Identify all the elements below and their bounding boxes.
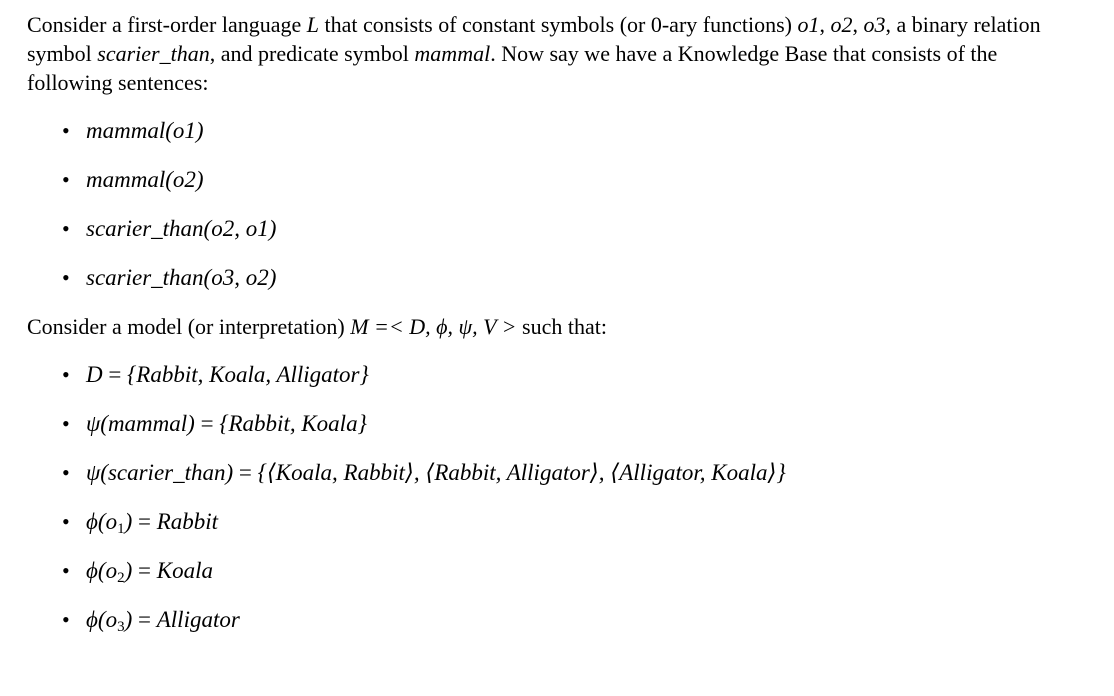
model-item-phi-o1: [0, 507, 1100, 556]
lhs: ψ(scarier_than): [86, 460, 234, 485]
kb-sentence: [0, 116, 1100, 165]
language-symbol: L: [306, 12, 320, 37]
bullet: •: [62, 558, 70, 583]
model-item-phi-o2: [0, 556, 1100, 605]
bullet: •: [62, 509, 70, 534]
model-item-psi-mammal: [0, 409, 1100, 458]
subscript: 3: [117, 619, 125, 635]
model-item-psi-scarier: [0, 458, 1100, 507]
equals: =: [194, 411, 220, 436]
relation-symbol: scarier_than: [97, 41, 210, 66]
equals: =: [132, 509, 157, 534]
model-item-text: [86, 556, 213, 586]
model-item-text: [86, 507, 218, 537]
kb-sentence-text: mammal(o2): [86, 167, 204, 192]
function: ϕ(o: [86, 509, 118, 534]
subscript: 2: [117, 570, 125, 586]
intro-text: Consider a first-order language: [27, 12, 307, 37]
model-item-text: [86, 360, 369, 390]
rhs: {⟨Koala, Rabbit⟩, ⟨Rabbit, Alligator⟩, ⟨Alligator, Koala⟩}: [257, 460, 786, 485]
equals: =: [233, 460, 258, 485]
model-item-text: [86, 458, 786, 488]
paren: ): [124, 509, 133, 534]
model-item-text: [86, 409, 367, 439]
kb-sentence-text: scarier_than(o2, o1): [86, 216, 277, 241]
comma: ,: [819, 12, 831, 37]
intro-text: , and predicate symbol: [209, 41, 415, 66]
paren: ): [124, 607, 133, 632]
comma: ,: [852, 12, 864, 37]
kb-sentence: [0, 263, 1100, 312]
equals: =: [102, 362, 128, 387]
paren: ): [124, 558, 133, 583]
kb-sentence: [0, 214, 1100, 263]
rhs: {Rabbit, Koala}: [219, 411, 367, 436]
bullet: •: [62, 411, 70, 436]
knowledge-base-list: [0, 116, 1100, 312]
intro-text: , a binary relation symbol: [27, 12, 1041, 66]
model-intro-text: such that:: [516, 314, 607, 339]
bullet: •: [62, 607, 70, 632]
kb-sentence: [0, 165, 1100, 214]
lhs: D: [86, 362, 103, 387]
constant-o3: o3: [863, 12, 886, 37]
lhs: ψ(mammal): [86, 411, 195, 436]
rhs: Rabbit: [156, 509, 219, 534]
subscript: 1: [117, 521, 125, 537]
kb-sentence-text: mammal(o1): [86, 118, 204, 143]
function: ϕ(o: [86, 558, 118, 583]
model-definition-list: [0, 360, 1100, 654]
equals: =: [132, 607, 157, 632]
intro-text: that consists of constant symbols (or 0-ary functions): [319, 12, 798, 37]
bullet: •: [62, 216, 70, 241]
predicate-symbol: mammal: [414, 41, 491, 66]
model-item-text: [86, 605, 240, 635]
bullet: •: [62, 460, 70, 485]
intro-paragraph: [27, 10, 1057, 97]
rhs: {Rabbit, Koala, Alligator}: [127, 362, 369, 387]
constant-o2: o2: [830, 12, 853, 37]
model-expression: M =< D, ϕ, ψ, V >: [350, 314, 517, 339]
kb-sentence-text: scarier_than(o3, o2): [86, 265, 277, 290]
intro-text: . Now say we have a Knowledge Base that consists of the following sentences:: [27, 41, 998, 95]
rhs: Koala: [156, 558, 213, 583]
model-intro-paragraph: [27, 312, 1057, 341]
bullet: •: [62, 118, 70, 143]
model-item-domain: [0, 360, 1100, 409]
model-intro-text: Consider a model (or interpretation): [27, 314, 351, 339]
model-item-phi-o3: [0, 605, 1100, 654]
equals: =: [132, 558, 157, 583]
bullet: •: [62, 265, 70, 290]
function: ϕ(o: [86, 607, 118, 632]
bullet: •: [62, 362, 70, 387]
rhs: Alligator: [156, 607, 240, 632]
bullet: •: [62, 167, 70, 192]
constant-o1: o1: [797, 12, 820, 37]
